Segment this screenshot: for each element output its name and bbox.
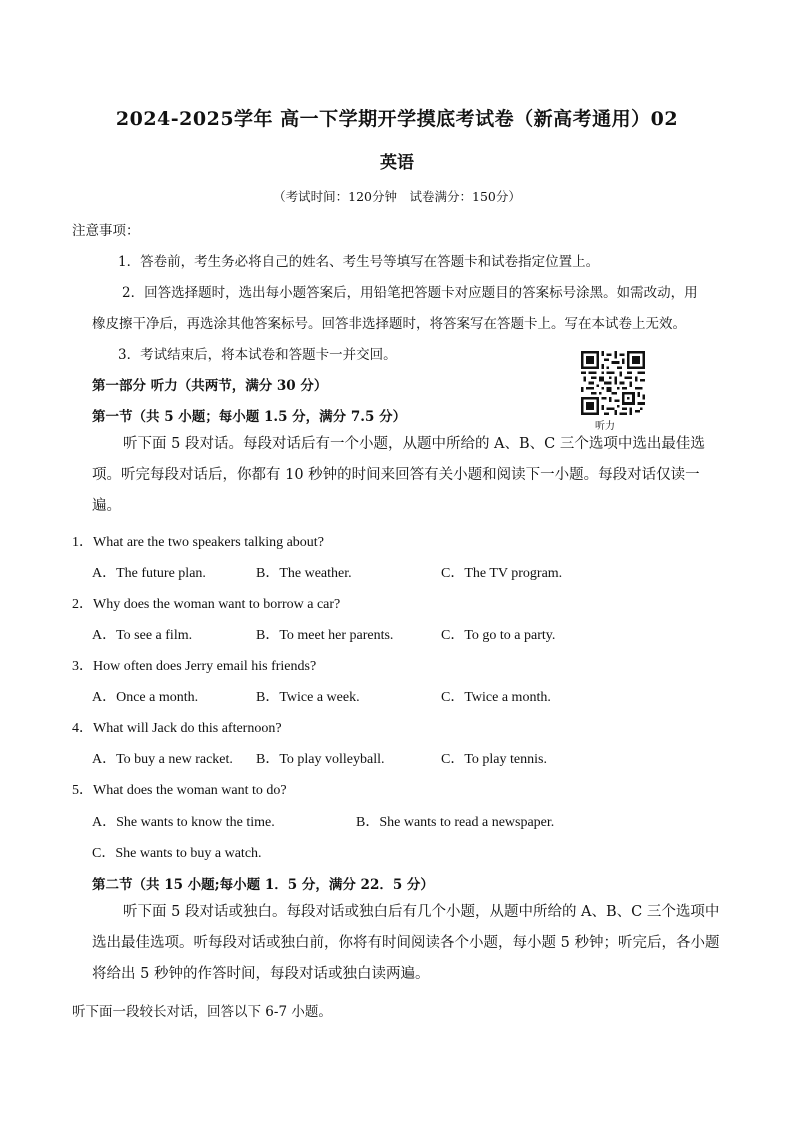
option-b: B．To meet her parents. xyxy=(256,628,394,643)
section1-heading: 第一节（共 5 小题；每小题 1.5 分，满分 7.5 分） xyxy=(92,409,407,425)
option-b: B．She wants to read a newspaper. xyxy=(356,815,555,830)
notice-heading: 注意事项： xyxy=(72,223,140,239)
question-stem: 5．What does the woman want to do? xyxy=(72,783,287,798)
qr-code-icon[interactable] xyxy=(581,351,645,415)
option-a: A．She wants to know the time. xyxy=(92,815,275,830)
section2-heading: 第二节（共 15 小题;每小题 1．5 分，满分 22．5 分） xyxy=(92,877,434,893)
option-c: C．She wants to buy a watch. xyxy=(92,846,262,861)
section1-instructions: 听下面 5 段对话。每段对话后有一个小题，从题中所给的 A、B、C 三个选项中选出最佳选项。听完每段对话后，你都有 10 秒钟的时间来回答有关小题和阅读下一小题。每段对话仅读一遍。 xyxy=(92,436,705,514)
question-stem: 4．What will Jack do this afternoon? xyxy=(72,721,282,736)
exam-timing: （考试时间：120分钟 试卷满分：150分） xyxy=(273,189,521,204)
option-a: A．Once a month. xyxy=(92,690,199,705)
section2-lead: 听下面一段较长对话，回答以下 6-7 小题。 xyxy=(72,1004,332,1020)
notice-item-2-line-2: 橡皮擦干净后，再选涂其他答案标号。回答非选择题时，将答案写在答题卡上。写在本试卷上无效。 xyxy=(92,316,686,332)
option-c: C．The TV program. xyxy=(441,566,563,581)
question-stem: 3．How often does Jerry email his friends? xyxy=(72,659,317,674)
part1-heading: 第一部分 听力（共两节，满分 30 分） xyxy=(92,378,328,394)
option-b: B．Twice a week. xyxy=(256,690,360,705)
option-a: A．To buy a new racket. xyxy=(92,752,233,767)
subject-heading: 英语 xyxy=(380,153,414,173)
option-c: C．To play tennis. xyxy=(441,752,547,767)
question-stem: 1．What are the two speakers talking about? xyxy=(72,535,324,550)
notice-item-2-line-1: 2．回答选择题时，选出每小题答案后，用铅笔把答题卡对应题目的答案标号涂黑。如需改动，用 xyxy=(122,285,698,301)
option-a: A．To see a film. xyxy=(92,628,193,643)
qr-label: 听力 xyxy=(595,421,615,432)
option-b: B．To play volleyball. xyxy=(256,752,385,767)
option-a: A．The future plan. xyxy=(92,566,206,581)
option-b: B．The weather. xyxy=(256,566,352,581)
question-stem: 2．Why does the woman want to borrow a car? xyxy=(72,597,341,612)
section2-instructions: 听下面 5 段对话或独白。每段对话或独白后有几个小题，从题中所给的 A、B、C 三个选项中选出最佳选项。听每段对话或独白前，你将有时间阅读各个小题，每小题 5 秒钟；听完后，各小题将给出 5 秒钟的作答时间，每段对话或独白读两遍。 xyxy=(92,904,720,982)
option-c: C．To go to a party. xyxy=(441,628,556,643)
page-title: 2024-2025学年 高一下学期开学摸底考试卷（新高考通用）02 xyxy=(115,108,679,130)
notice-item-3: 3．考试结束后，将本试卷和答题卡一并交回。 xyxy=(118,347,397,363)
option-c: C．Twice a month. xyxy=(441,690,551,705)
notice-item-1: 1．答卷前，考生务必将自己的姓名、考生号等填写在答题卡和试卷指定位置上。 xyxy=(118,254,600,270)
